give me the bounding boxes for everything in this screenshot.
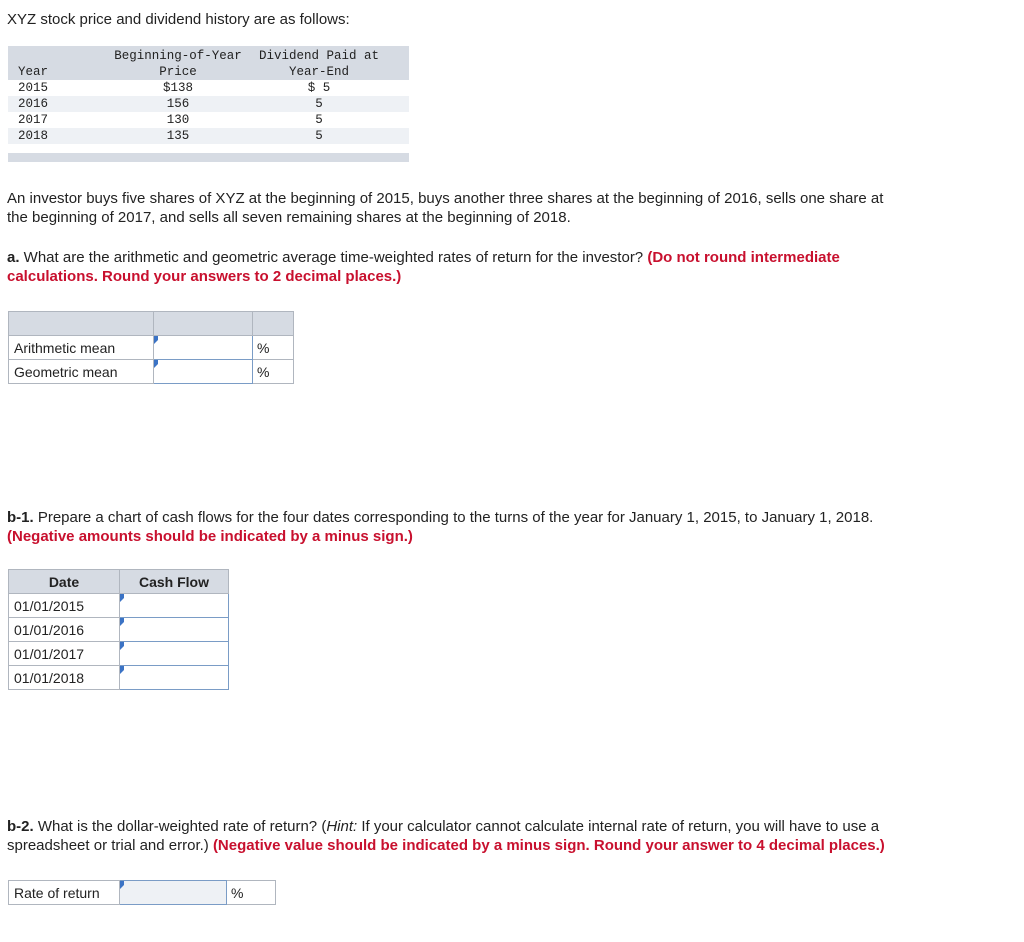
cash-flow-input-2017[interactable] <box>120 646 228 662</box>
header-cash-flow: Cash Flow <box>120 570 229 594</box>
cash-flow-cell <box>120 618 229 642</box>
table-row <box>8 112 409 128</box>
arithmetic-mean-input[interactable] <box>154 340 252 356</box>
header-cell <box>154 312 253 336</box>
intro-text: XYZ stock price and dividend history are as follows: <box>7 11 350 28</box>
rate-of-return-table <box>8 880 276 905</box>
header-date: Date <box>9 570 120 594</box>
row-price: 135 <box>166 129 190 143</box>
part-b2-question: b-2. What is the dollar-weighted rate of return? (Hint: If your calculator cannot calculate internal rate of return, you will have to use a spreadsheet or trial and error.) (Negative value should be indicated by a minus sign. Round your answer to 4 decimal places.) <box>7 818 885 854</box>
cash-flow-input-2016[interactable] <box>120 622 228 638</box>
row-dividend: 5 <box>315 129 323 143</box>
input-flag-icon <box>154 336 158 344</box>
row-dividend: 5 <box>315 113 323 127</box>
header-cell <box>9 312 154 336</box>
input-flag-icon <box>120 666 124 674</box>
header-dividend: Dividend Paid at Year-End <box>258 49 380 79</box>
table-row <box>8 80 409 96</box>
date-cell: 01/01/2018 <box>9 666 120 690</box>
row-price: $138 <box>162 81 193 95</box>
geometric-mean-input[interactable] <box>154 364 252 380</box>
percent-unit: % <box>253 336 294 360</box>
input-flag-icon <box>120 618 124 626</box>
header-price: Beginning-of-Year Price <box>114 49 242 79</box>
arithmetic-mean-label: Arithmetic mean <box>9 336 154 360</box>
cash-flow-table <box>8 569 229 690</box>
rate-of-return-label: Rate of return <box>9 881 120 905</box>
input-flag-icon <box>120 881 124 889</box>
rate-of-return-input[interactable] <box>120 885 226 901</box>
cash-flow-cell <box>120 666 229 690</box>
percent-unit: % <box>253 360 294 384</box>
cash-flow-input-2015[interactable] <box>120 598 228 614</box>
cash-flow-cell <box>120 594 229 618</box>
table-row <box>8 128 409 144</box>
row-price: 130 <box>166 113 190 127</box>
input-flag-icon <box>154 360 158 368</box>
row-price: 156 <box>166 97 190 111</box>
row-dividend: 5 <box>315 97 323 111</box>
input-flag-icon <box>120 594 124 602</box>
part-a-question: a. What are the arithmetic and geometric average time-weighted rates of return for the investor? (Do not round intermediate calculations. Round your answers to 2 decimal places.) <box>7 249 840 285</box>
cash-flow-cell <box>120 642 229 666</box>
row-year: 2015 <box>18 81 49 95</box>
scenario-text: An investor buys five shares of XYZ at the beginning of 2015, buys another three shares at the beginning of 2016, sells one share at the beginning of 2017, and sells all seven remaining shares at the beginning of 2018. <box>7 190 884 226</box>
row-year: 2018 <box>18 129 49 143</box>
row-dividend: $ 5 <box>307 81 331 95</box>
rate-of-return-cell <box>120 881 227 905</box>
header-cell <box>253 312 294 336</box>
row-year: 2016 <box>18 97 49 111</box>
table-row <box>8 96 409 112</box>
part-a-answer-table <box>8 311 294 384</box>
price-history-table <box>8 46 409 162</box>
header-year: Year <box>18 65 49 79</box>
cash-flow-input-2018[interactable] <box>120 670 228 686</box>
part-b1-question: b-1. Prepare a chart of cash flows for the four dates corresponding to the turns of the year for January 1, 2015, to January 1, 2018. (Negative amounts should be indicated by a minus sign.) <box>7 509 874 545</box>
geometric-mean-label: Geometric mean <box>9 360 154 384</box>
date-cell: 01/01/2017 <box>9 642 120 666</box>
price-table-header <box>8 46 409 80</box>
price-table-footer <box>8 153 409 162</box>
date-cell: 01/01/2016 <box>9 618 120 642</box>
row-year: 2017 <box>18 113 49 127</box>
arithmetic-mean-cell <box>154 336 253 360</box>
date-cell: 01/01/2015 <box>9 594 120 618</box>
geometric-mean-cell <box>154 360 253 384</box>
percent-unit: % <box>227 881 276 905</box>
input-flag-icon <box>120 642 124 650</box>
